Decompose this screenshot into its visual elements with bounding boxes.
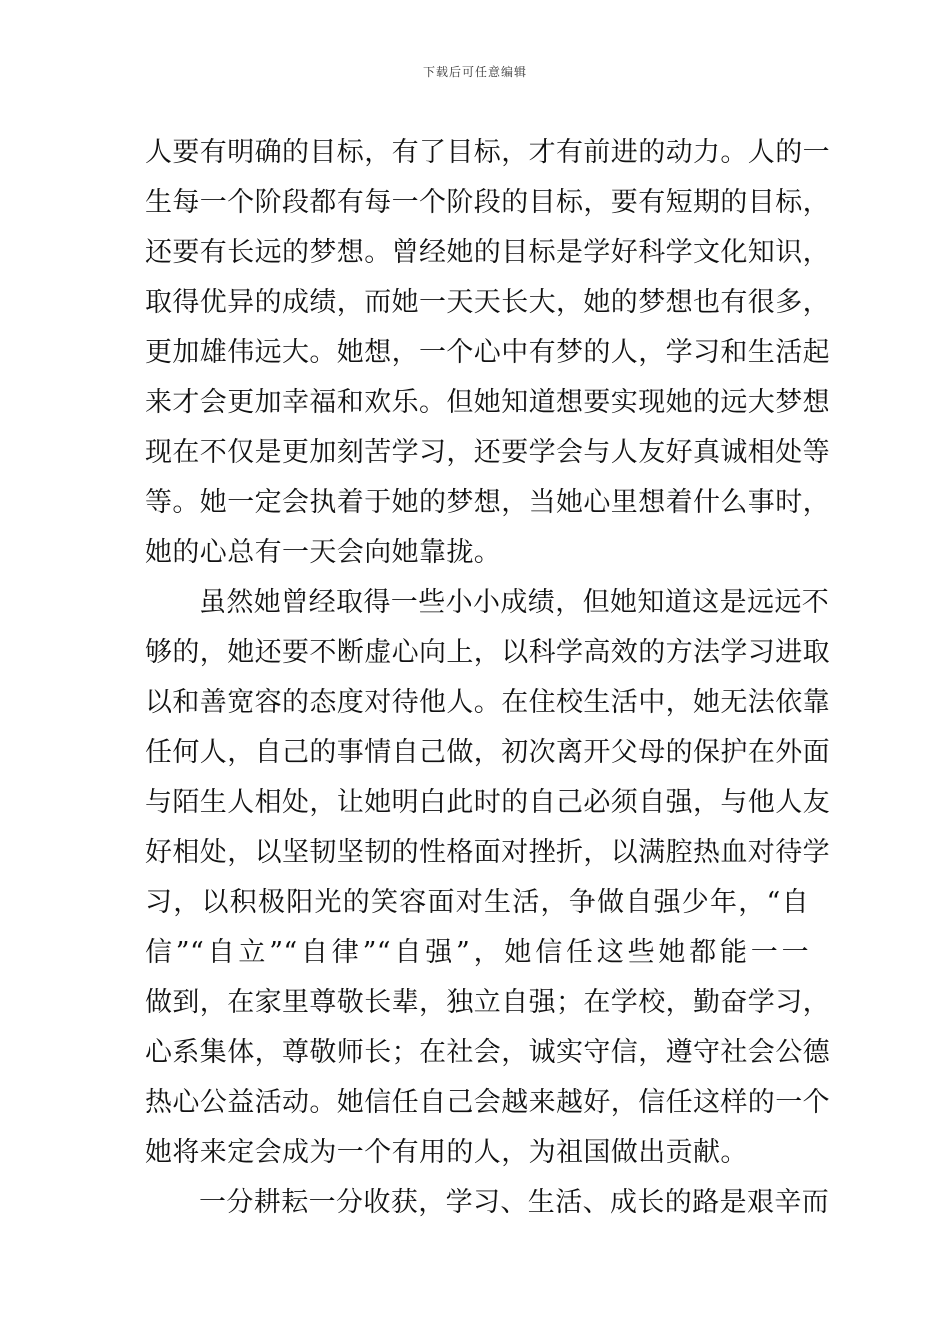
text-line: 好相处，以坚韧坚韧的性格面对挫折，以满腔热血对待学 xyxy=(145,837,830,868)
text-line: 心系集体，尊敬师长；在社会，诚实守信，遵守社会公德 xyxy=(145,1037,830,1068)
text-line: 她的心总有一天会向她靠拢。 xyxy=(145,537,502,568)
text-line: 生每一个阶段都有每一个阶段的目标，要有短期的目标， xyxy=(145,187,830,218)
paragraph xyxy=(145,128,830,578)
text-line: 更加雄伟远大。她想，一个心中有梦的人，学习和生活起 xyxy=(145,337,830,368)
text-line: 还要有长远的梦想。曾经她的目标是学好科学文化知识， xyxy=(145,237,830,268)
page-header: 下载后可任意编辑 xyxy=(422,65,527,79)
text-line: 一分耕耘一分收获，学习、生活、成长的路是艰辛而 xyxy=(199,1187,830,1218)
paragraph xyxy=(145,578,830,1178)
text-line: 等。她一定会执着于她的梦想，当她心里想着什么事时， xyxy=(145,487,830,518)
text-line: 热心公益活动。她信任自己会越来越好，信任这样的一个 xyxy=(145,1087,830,1118)
text-line: 她将来定会成为一个有用的人，为祖国做出贡献。 xyxy=(145,1137,748,1168)
text-line: 现在不仅是更加刻苦学习，还要学会与人友好真诚相处等 xyxy=(145,437,830,468)
text-line: 虽然她曾经取得一些小小成绩，但她知道这是远远不 xyxy=(199,587,830,618)
text-line: 任何人，自己的事情自己做，初次离开父母的保护在外面 xyxy=(145,737,830,768)
text-line: 以和善宽容的态度对待他人。在住校生活中，她无法依靠 xyxy=(145,687,830,718)
text-line: 信”“自立”“自律”“自强”，她信任这些她都能一一 xyxy=(145,937,809,968)
text-line: 人要有明确的目标，有了目标，才有前进的动力。人的一 xyxy=(145,137,830,168)
text-line: 习，以积极阳光的笑容面对生活，争做自强少年，“自 xyxy=(145,887,809,918)
text-line: 够的，她还要不断虚心向上，以科学高效的方法学习进取 xyxy=(145,637,830,668)
paragraph xyxy=(145,1178,830,1228)
text-line: 取得优异的成绩，而她一天天长大，她的梦想也有很多， xyxy=(145,287,830,318)
text-line: 做到，在家里尊敬长辈，独立自强；在学校，勤奋学习， xyxy=(145,987,830,1018)
document-body xyxy=(145,128,830,1228)
text-line: 来才会更加幸福和欢乐。但她知道想要实现她的远大梦想 xyxy=(145,387,830,418)
text-line: 与陌生人相处，让她明白此时的自己必须自强，与他人友 xyxy=(145,787,830,818)
